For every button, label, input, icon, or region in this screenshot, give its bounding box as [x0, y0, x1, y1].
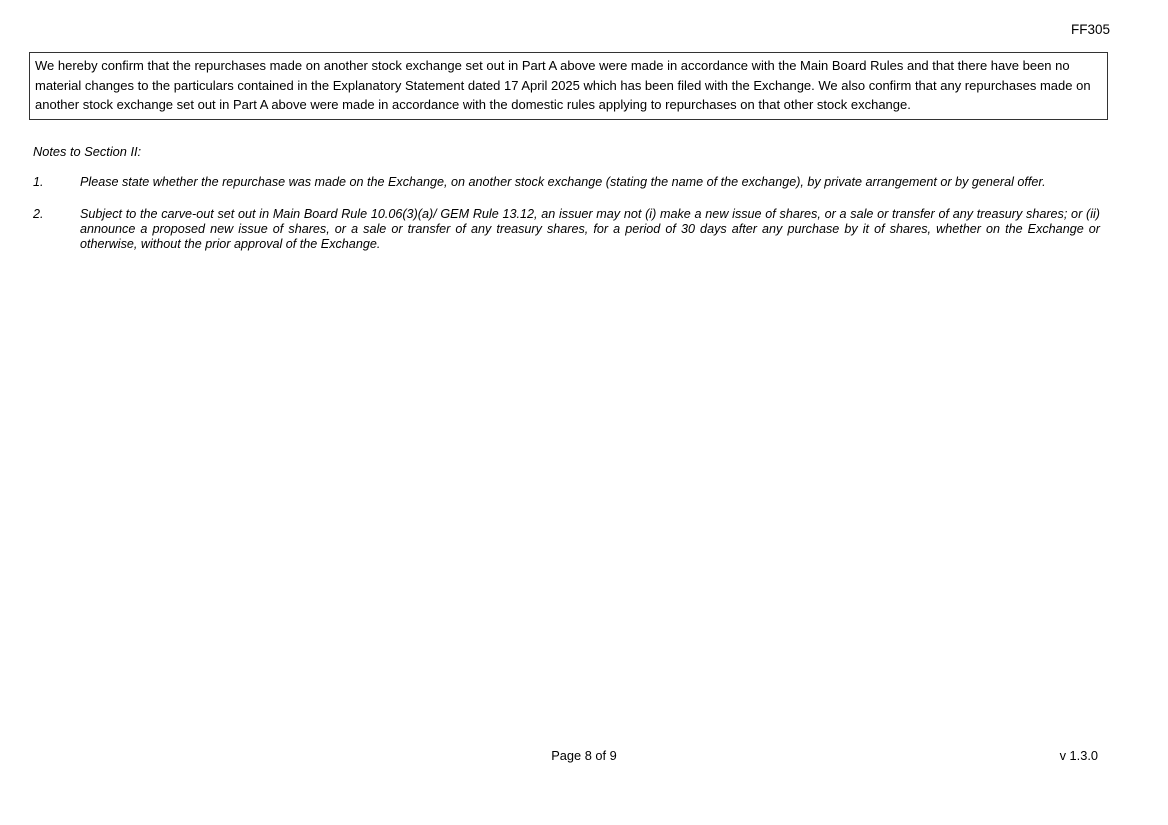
footer-page-indicator: Page 8 of 9: [551, 748, 617, 763]
form-code-label: FF305: [1070, 22, 1110, 37]
confirmation-text: We hereby confirm that the repurchases made on another stock exchange set out in Part A above were made in accordance with the Main Board Rules and that there have been no material changes to the particulars contained in the Explanatory Statement dated 17 April 2025 which has been filed with the Exchange. We also confirm that any repurchases made on another stock exchange set out in Part A above were made in accordance with the domestic rules applying to repurchases on that other stock exchange.: [35, 58, 1091, 112]
note-item-1: [33, 175, 1100, 190]
note-text: Subject to the carve-out set out in Main Board Rule 10.06(3)(a)/ GEM Rule 13.12, an issuer may not (i) make a new issue of shares, or a sale or transfer of any treasury shares; or (ii) announce a proposed new issue of shares, or a sale or transfer of any treasury shares, for a period of 30 days after any purchase by it of shares, whether on the Exchange or otherwise, without the prior approval of the Exchange.: [80, 207, 1100, 251]
note-item-2: [33, 207, 1100, 252]
note-text: Please state whether the repurchase was made on the Exchange, on another stock exchange (stating the name of the exchange), by private arrangement or by general offer.: [80, 175, 1046, 189]
note-number: 1.: [33, 175, 44, 189]
footer-version-label: v 1.3.0: [1059, 748, 1098, 763]
note-number: 2.: [33, 207, 44, 221]
confirmation-box: [29, 52, 1108, 120]
notes-section-heading: Notes to Section II:: [33, 144, 142, 159]
